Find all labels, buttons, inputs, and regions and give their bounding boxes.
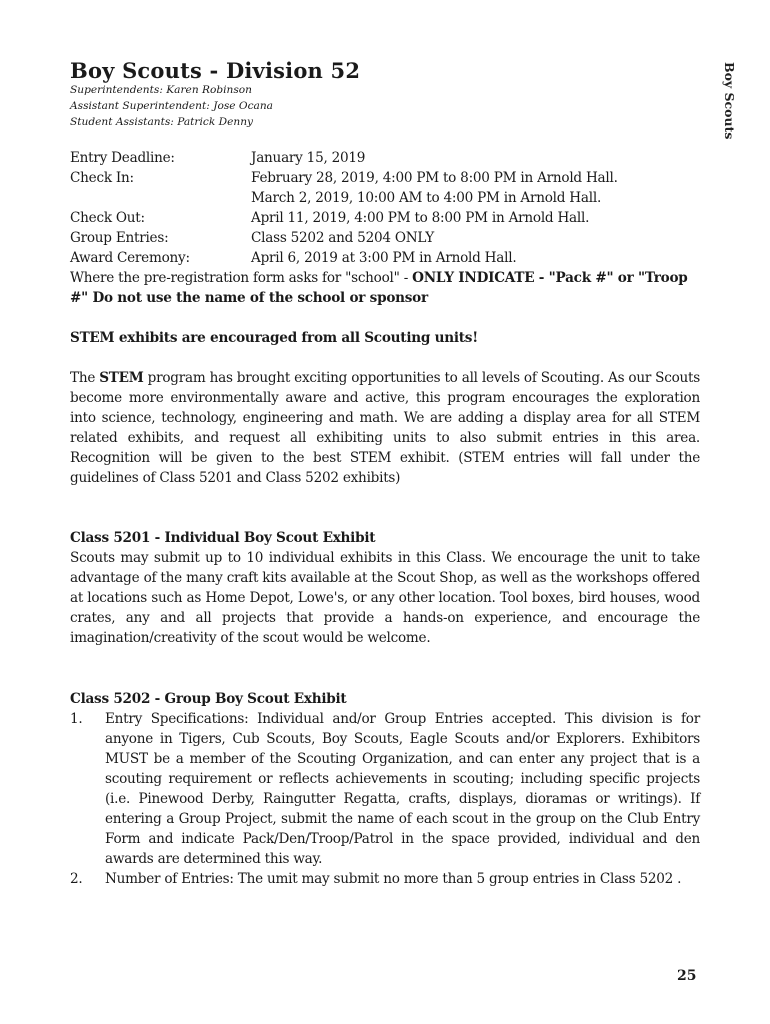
group-entries-row: [70, 228, 700, 248]
class-5202-list: [70, 709, 700, 889]
page-number: 25: [677, 968, 697, 984]
stem-para-start: The: [70, 370, 100, 386]
list-item-text: Entry Specifications: Individual and/or Group Entries accepted. This division is for anyone in Tigers, Cub Scouts, Boy Scouts, Eagle Scouts and/or Explorers. Exhibitors MUST be a member of the Scouting Organization, and can enter any project that is a scouting requirement or reflects achievements in scouting; including specific projects (i.e. Pinewood Derby, Raingutter Regatta, crafts, displays, dioramas or writings). If entering a Group Project, submit the name of each scout in the group on the Club Entry Form and indicate Pack/Den/Troop/Patrol in the space provided, individual and den awards are determined this way.: [105, 711, 700, 867]
group-entries-value: Class 5202 and 5204 ONLY: [251, 230, 435, 246]
class-5202-heading: Class 5202 - Group Boy Scout Exhibit: [70, 691, 347, 707]
stem-heading: STEM exhibits are encouraged from all Scouting units!: [70, 330, 478, 346]
stem-para-rest: program has brought exciting opportunities to all levels of Scouting. As our Scouts become more environmentally aware and active, this program encourages the exploration into science, technology, engineering and math. We are adding a display area for all STEM related exhibits, and request all exhibiting units to also submit entries in this area. Recognition will be given to the best STEM exhibit. (STEM entries will fall under the guidelines of Class 5201 and Class 5202 exhibits): [70, 370, 700, 486]
class-5201-body: Scouts may submit up to 10 individual exhibits in this Class. We encourage the unit to take advantage of the many craft kits available at the Scout Shop, as well as the workshops offered at locations such as Home Depot, Lowe's, or any other location. Tool boxes, bird houses, wood crates, any and all projects that provide a hands-on experience, and encourage the imagination/creativity of the scout would be welcome.: [70, 550, 700, 646]
class-5201-section: [70, 528, 700, 648]
check-in-row: [70, 168, 700, 208]
assistant-superintendent: Assistant Superintendent: Jose Ocana: [70, 100, 273, 112]
staff-list: [70, 82, 273, 130]
check-out-label: Check Out:: [70, 210, 145, 226]
check-in-value-1: February 28, 2019, 4:00 PM to 8:00 PM in Arnold Hall.: [251, 170, 618, 186]
section-side-tab: Boy Scouts: [722, 62, 737, 140]
entry-deadline-value: January 15, 2019: [251, 150, 366, 166]
list-item: [70, 709, 700, 869]
entry-deadline-row: [70, 148, 700, 168]
student-assistants: Student Assistants: Patrick Denny: [70, 116, 254, 128]
entry-deadline-label: Entry Deadline:: [70, 150, 175, 166]
registration-note-text: Where the pre-registration form asks for "school" -: [70, 270, 413, 286]
stem-keyword: STEM: [99, 370, 144, 386]
check-in-value-2: March 2, 2019, 10:00 AM to 4:00 PM in Arnold Hall.: [251, 190, 602, 206]
check-out-value: April 11, 2019, 4:00 PM to 8:00 PM in Arnold Hall.: [251, 210, 590, 226]
award-ceremony-row: [70, 248, 700, 268]
registration-note-emphasis: ONLY INDICATE - "Pack #" or "Troop #" Do not use the name of the school or sponsor: [70, 270, 688, 306]
superintendents: Superintendents: Karen Robinson: [70, 84, 252, 96]
list-item-text: Number of Entries: The umit may submit no more than 5 group entries in Class 5202 .: [105, 871, 682, 887]
class-5201-heading: Class 5201 - Individual Boy Scout Exhibit: [70, 530, 376, 546]
page-title: Boy Scouts - Division 52: [70, 58, 361, 83]
class-5202-section: [70, 689, 700, 889]
list-item: [70, 869, 700, 889]
award-ceremony-value: April 6, 2019 at 3:00 PM in Arnold Hall.: [251, 250, 517, 266]
group-entries-label: Group Entries:: [70, 230, 169, 246]
award-ceremony-label: Award Ceremony:: [70, 250, 190, 266]
list-item-number: 1.: [70, 711, 83, 727]
schedule-info: [70, 148, 700, 308]
list-item-number: 2.: [70, 871, 83, 887]
stem-paragraph: [70, 368, 700, 488]
check-out-row: [70, 208, 700, 228]
registration-note: [70, 268, 700, 308]
check-in-label: Check In:: [70, 170, 134, 186]
